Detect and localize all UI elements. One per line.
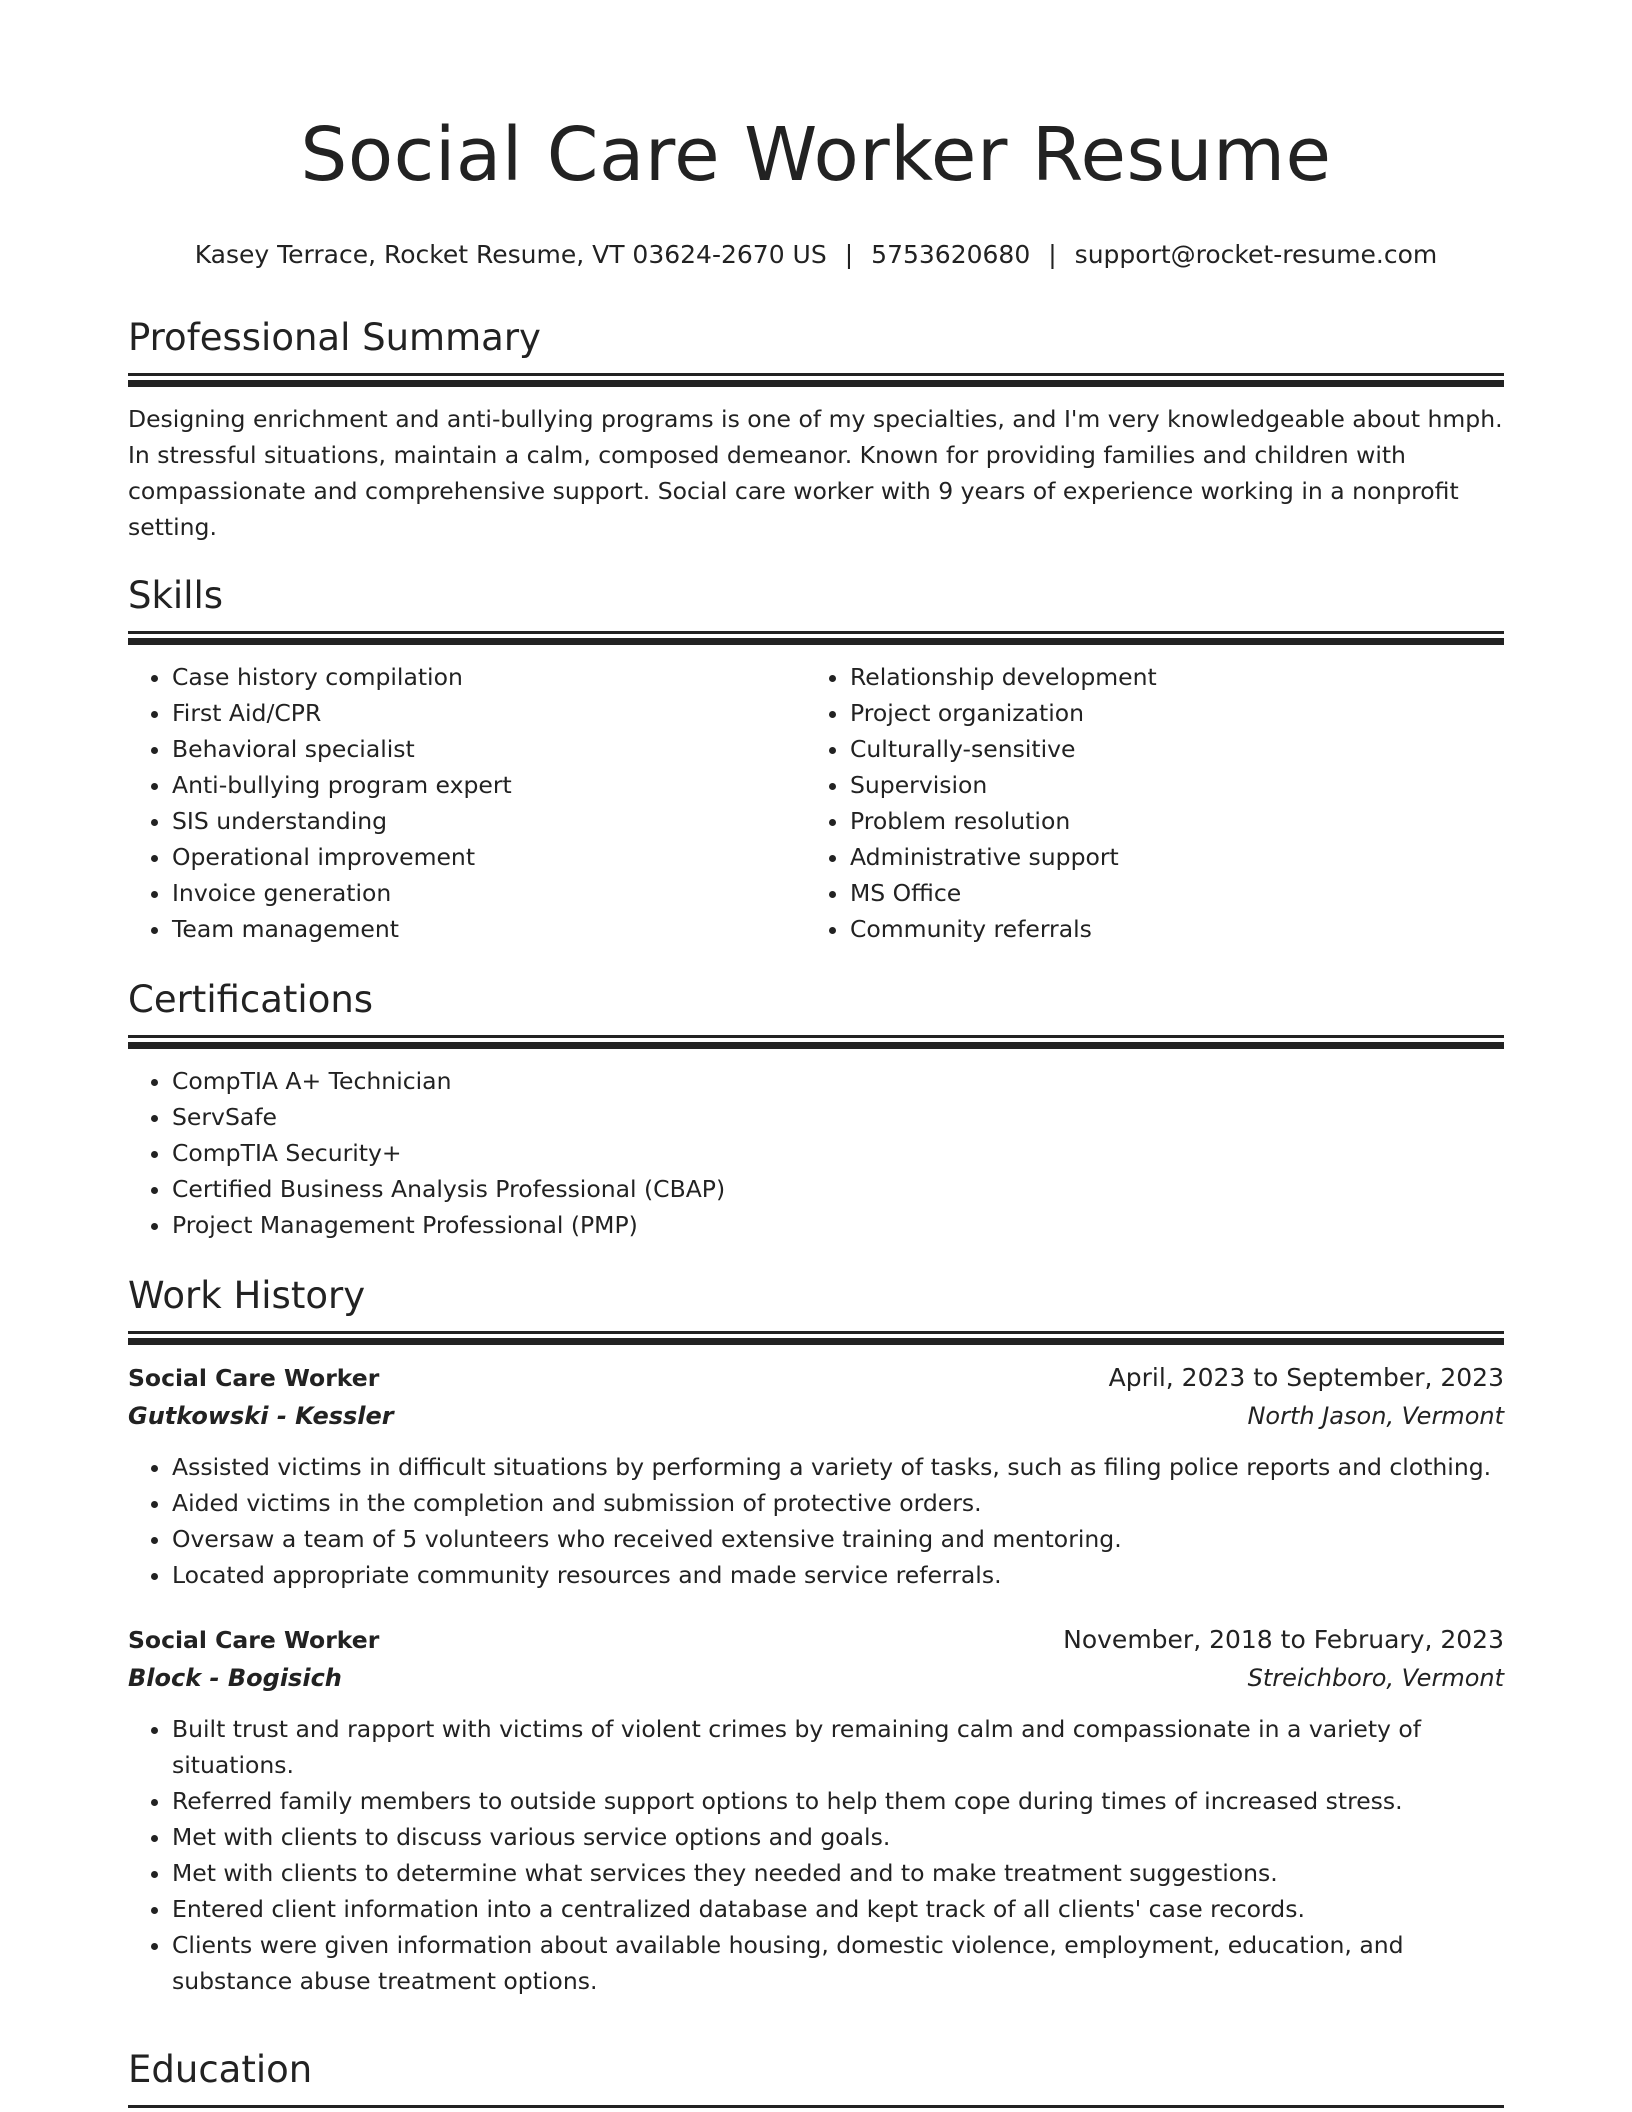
contact-line [128, 240, 1504, 270]
work-history-section [128, 1276, 1504, 1999]
skill-item: • MS Office [850, 875, 1484, 911]
job-bullet: • Assisted victims in difficult situations by performing a variety of tasks, such as filing police reports and clothing. [172, 1449, 1504, 1485]
contact-email[interactable]: support@rocket-resume.com [1074, 240, 1438, 269]
job-location: North Jason, Vermont [1247, 1401, 1504, 1430]
job-entry [128, 1621, 1504, 1999]
skill-item: • Invoice generation [172, 875, 806, 911]
skill-item: • Operational improvement [172, 839, 806, 875]
certification-item: • CompTIA Security+ [172, 1135, 1504, 1171]
education-heading: Education [128, 2048, 313, 2091]
job-subheader [128, 1397, 1504, 1435]
job-location: Streichboro, Vermont [1247, 1663, 1504, 1692]
summary-text: Designing enrichment and anti-bullying programs is one of my specialties, and I'm very knowledgeable about hmph. In stressful situations, maintain a calm, composed demeanor. Known for providing families and children with compassionate and comprehensive support. Social care worker with 9 years of experience working in a nonprofit setting. [128, 404, 1503, 541]
job-bullet: • Entered client information into a centralized database and kept track of all clients' case records. [172, 1891, 1504, 1927]
contact-separator: | [844, 240, 854, 269]
section-divider [128, 1331, 1504, 1334]
section-divider-thick [128, 638, 1504, 645]
job-subheader [128, 1659, 1504, 1697]
resume-page [128, 0, 1504, 2112]
certification-item: • CompTIA A+ Technician [172, 1063, 1504, 1099]
job-header [128, 1621, 1504, 1659]
job-bullet: • Aided victims in the completion and submission of protective orders. [172, 1485, 1504, 1521]
skill-item: • Relationship development [850, 659, 1484, 695]
job-bullet: • Clients were given information about available housing, domestic violence, employment, education, and substance abuse treatment options. [172, 1927, 1504, 1999]
section-divider-thick [128, 1042, 1504, 1049]
work-history-heading: Work History [128, 1274, 366, 1317]
section-divider [128, 2105, 1504, 2108]
job-header [128, 1359, 1504, 1397]
skill-item: • First Aid/CPR [172, 695, 806, 731]
section-divider [128, 631, 1504, 634]
skill-item: • Community referrals [850, 911, 1484, 947]
skills-columns [128, 659, 1504, 947]
section-divider-thick [128, 1338, 1504, 1345]
skills-list-left [128, 659, 806, 947]
contact-address: Kasey Terrace, Rocket Resume, VT 03624-2670 US [194, 240, 827, 269]
job-company: Block - Bogisich [128, 1663, 342, 1692]
job-dates: November, 2018 to February, 2023 [1063, 1624, 1504, 1654]
job-company: Gutkowski - Kessler [128, 1401, 394, 1430]
certifications-section [128, 980, 1504, 1243]
certifications-heading: Certifications [128, 978, 374, 1021]
section-divider [128, 1035, 1504, 1038]
skill-item: • Problem resolution [850, 803, 1484, 839]
job-title: Social Care Worker [128, 1363, 380, 1392]
job-dates: April, 2023 to September, 2023 [1108, 1362, 1504, 1392]
skills-heading: Skills [128, 574, 224, 617]
skill-item: • Culturally-sensitive [850, 731, 1484, 767]
section-divider-thick [128, 380, 1504, 387]
skill-item: • Project organization [850, 695, 1484, 731]
job-bullets [128, 1449, 1504, 1593]
section-divider [128, 373, 1504, 376]
skill-item: • Administrative support [850, 839, 1484, 875]
contact-separator: | [1048, 240, 1057, 269]
certification-item: • Certified Business Analysis Professional (CBAP) [172, 1171, 1504, 1207]
job-entry [128, 1359, 1504, 1593]
summary-section [128, 318, 1504, 568]
skill-item: • Team management [172, 911, 806, 947]
job-bullet: • Oversaw a team of 5 volunteers who received extensive training and mentoring. [172, 1521, 1504, 1557]
certifications-list [128, 1063, 1504, 1243]
skill-item: • Supervision [850, 767, 1484, 803]
job-title: Social Care Worker [128, 1625, 380, 1654]
skills-section [128, 576, 1504, 947]
job-bullet: • Met with clients to discuss various service options and goals. [172, 1819, 1504, 1855]
job-bullets [128, 1711, 1504, 1999]
education-section [128, 2050, 1504, 2108]
contact-phone[interactable]: 5753620680 [871, 240, 1031, 269]
job-bullet: • Referred family members to outside support options to help them cope during times of increased stress. [172, 1783, 1504, 1819]
job-bullet: • Met with clients to determine what services they needed and to make treatment suggestions. [172, 1855, 1504, 1891]
skill-item: • Anti-bullying program expert [172, 767, 806, 803]
certification-item: • Project Management Professional (PMP) [172, 1207, 1504, 1243]
job-bullet: • Located appropriate community resources and made service referrals. [172, 1557, 1504, 1593]
job-bullet: • Built trust and rapport with victims of violent crimes by remaining calm and compassionate in a variety of situations. [172, 1711, 1504, 1783]
skills-list-right [806, 659, 1484, 947]
resume-title: Social Care Worker Resume [300, 112, 1332, 198]
skill-item: • Behavioral specialist [172, 731, 806, 767]
skill-item: • Case history compilation [172, 659, 806, 695]
certification-item: • ServSafe [172, 1099, 1504, 1135]
skill-item: • SIS understanding [172, 803, 806, 839]
summary-heading: Professional Summary [128, 316, 541, 359]
